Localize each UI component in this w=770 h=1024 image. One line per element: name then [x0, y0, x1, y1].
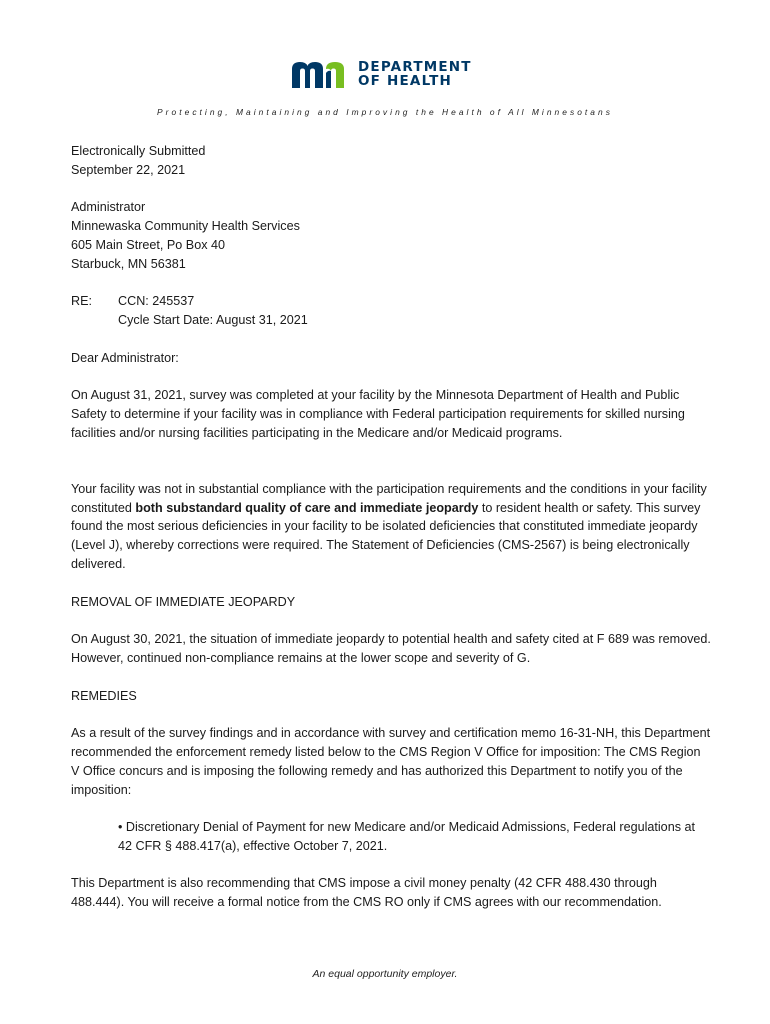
footer-equal-opportunity: An equal opportunity employer.	[312, 968, 458, 980]
re-block	[71, 292, 711, 330]
re-ccn: CCN: 245537	[118, 294, 195, 309]
paragraph-compliance	[71, 480, 711, 574]
mn-logo-mark-icon	[288, 60, 352, 88]
logo-wordmark	[358, 60, 472, 88]
submission-status: Electronically Submitted	[71, 144, 206, 158]
recipient-organization: Minnewaska Community Health Services	[71, 219, 300, 234]
heading-removal: REMOVAL OF IMMEDIATE JEOPARDY	[71, 594, 296, 609]
paragraph-remedies: As a result of the survey findings and in accordance with survey and certification memo 16-31-NH, this Department recommended the enforcement remedy listed below to the CMS Region V Office for imposition: The CMS Region V Office concurs and is imposing the following remedy and has authorized this Department to notify you of the imposition:	[71, 726, 711, 797]
tagline: Protecting, Maintaining and Improving the Health of All Minnesotans	[157, 107, 613, 117]
compliance-text-after: to resident health or safety. This survey found the most serious deficiencies in your facility to be isolated deficiencies that constituted immediate jeopardy (Level J), whereby corrections were required. The Statement of Deficiencies (CMS-2567) is being electronically delivered.	[71, 500, 701, 571]
mdh-logo	[288, 60, 472, 88]
salutation: Dear Administrator:	[71, 350, 179, 365]
re-label: RE:	[71, 294, 92, 309]
logo-line-department: DEPARTMENT	[358, 59, 472, 75]
remedy-bullet: • Discretionary Denial of Payment for new Medicare and/or Medicaid Admissions, Federal regulations at 42 CFR § 488.417(a), effective October 7, 2021.	[118, 820, 695, 853]
paragraph-penalty: This Department is also recommending that CMS impose a civil money penalty (42 CFR 488.430 through 488.444). You will receive a formal notice from the CMS RO only if CMS agrees with our recommendation.	[71, 876, 662, 910]
submission-date: September 22, 2021	[71, 162, 186, 177]
paragraph-removal: On August 30, 2021, the situation of immediate jeopardy to potential health and safety cited at F 689 was removed. However, continued non-compliance remains at the lower scope and severity of G.	[71, 632, 711, 665]
letter-body	[71, 142, 711, 912]
re-details	[118, 292, 308, 330]
compliance-text-before: Your facility was not in substantial compliance with the participation requirements and the conditions in your facility constituted	[71, 481, 707, 515]
logo-line-of-health: OF HEALTH	[358, 73, 453, 89]
paragraph-survey: On August 31, 2021, survey was completed at your facility by the Minnesota Department of Health and Public Safety to determine if your facility was in compliance with Federal participation requirements for skilled nursing facilities and/or nursing facilities participating in the Medicare and/or Medicaid programs.	[71, 388, 685, 440]
re-cycle-start: Cycle Start Date: August 31, 2021	[118, 313, 308, 328]
compliance-text-bold: both substandard quality of care and immediate jeopardy	[135, 500, 479, 515]
recipient-street: 605 Main Street, Po Box 40	[71, 237, 226, 252]
recipient-title: Administrator	[71, 200, 146, 215]
recipient-city: Starbuck, MN 56381	[71, 256, 186, 271]
heading-remedies: REMEDIES	[71, 688, 137, 703]
